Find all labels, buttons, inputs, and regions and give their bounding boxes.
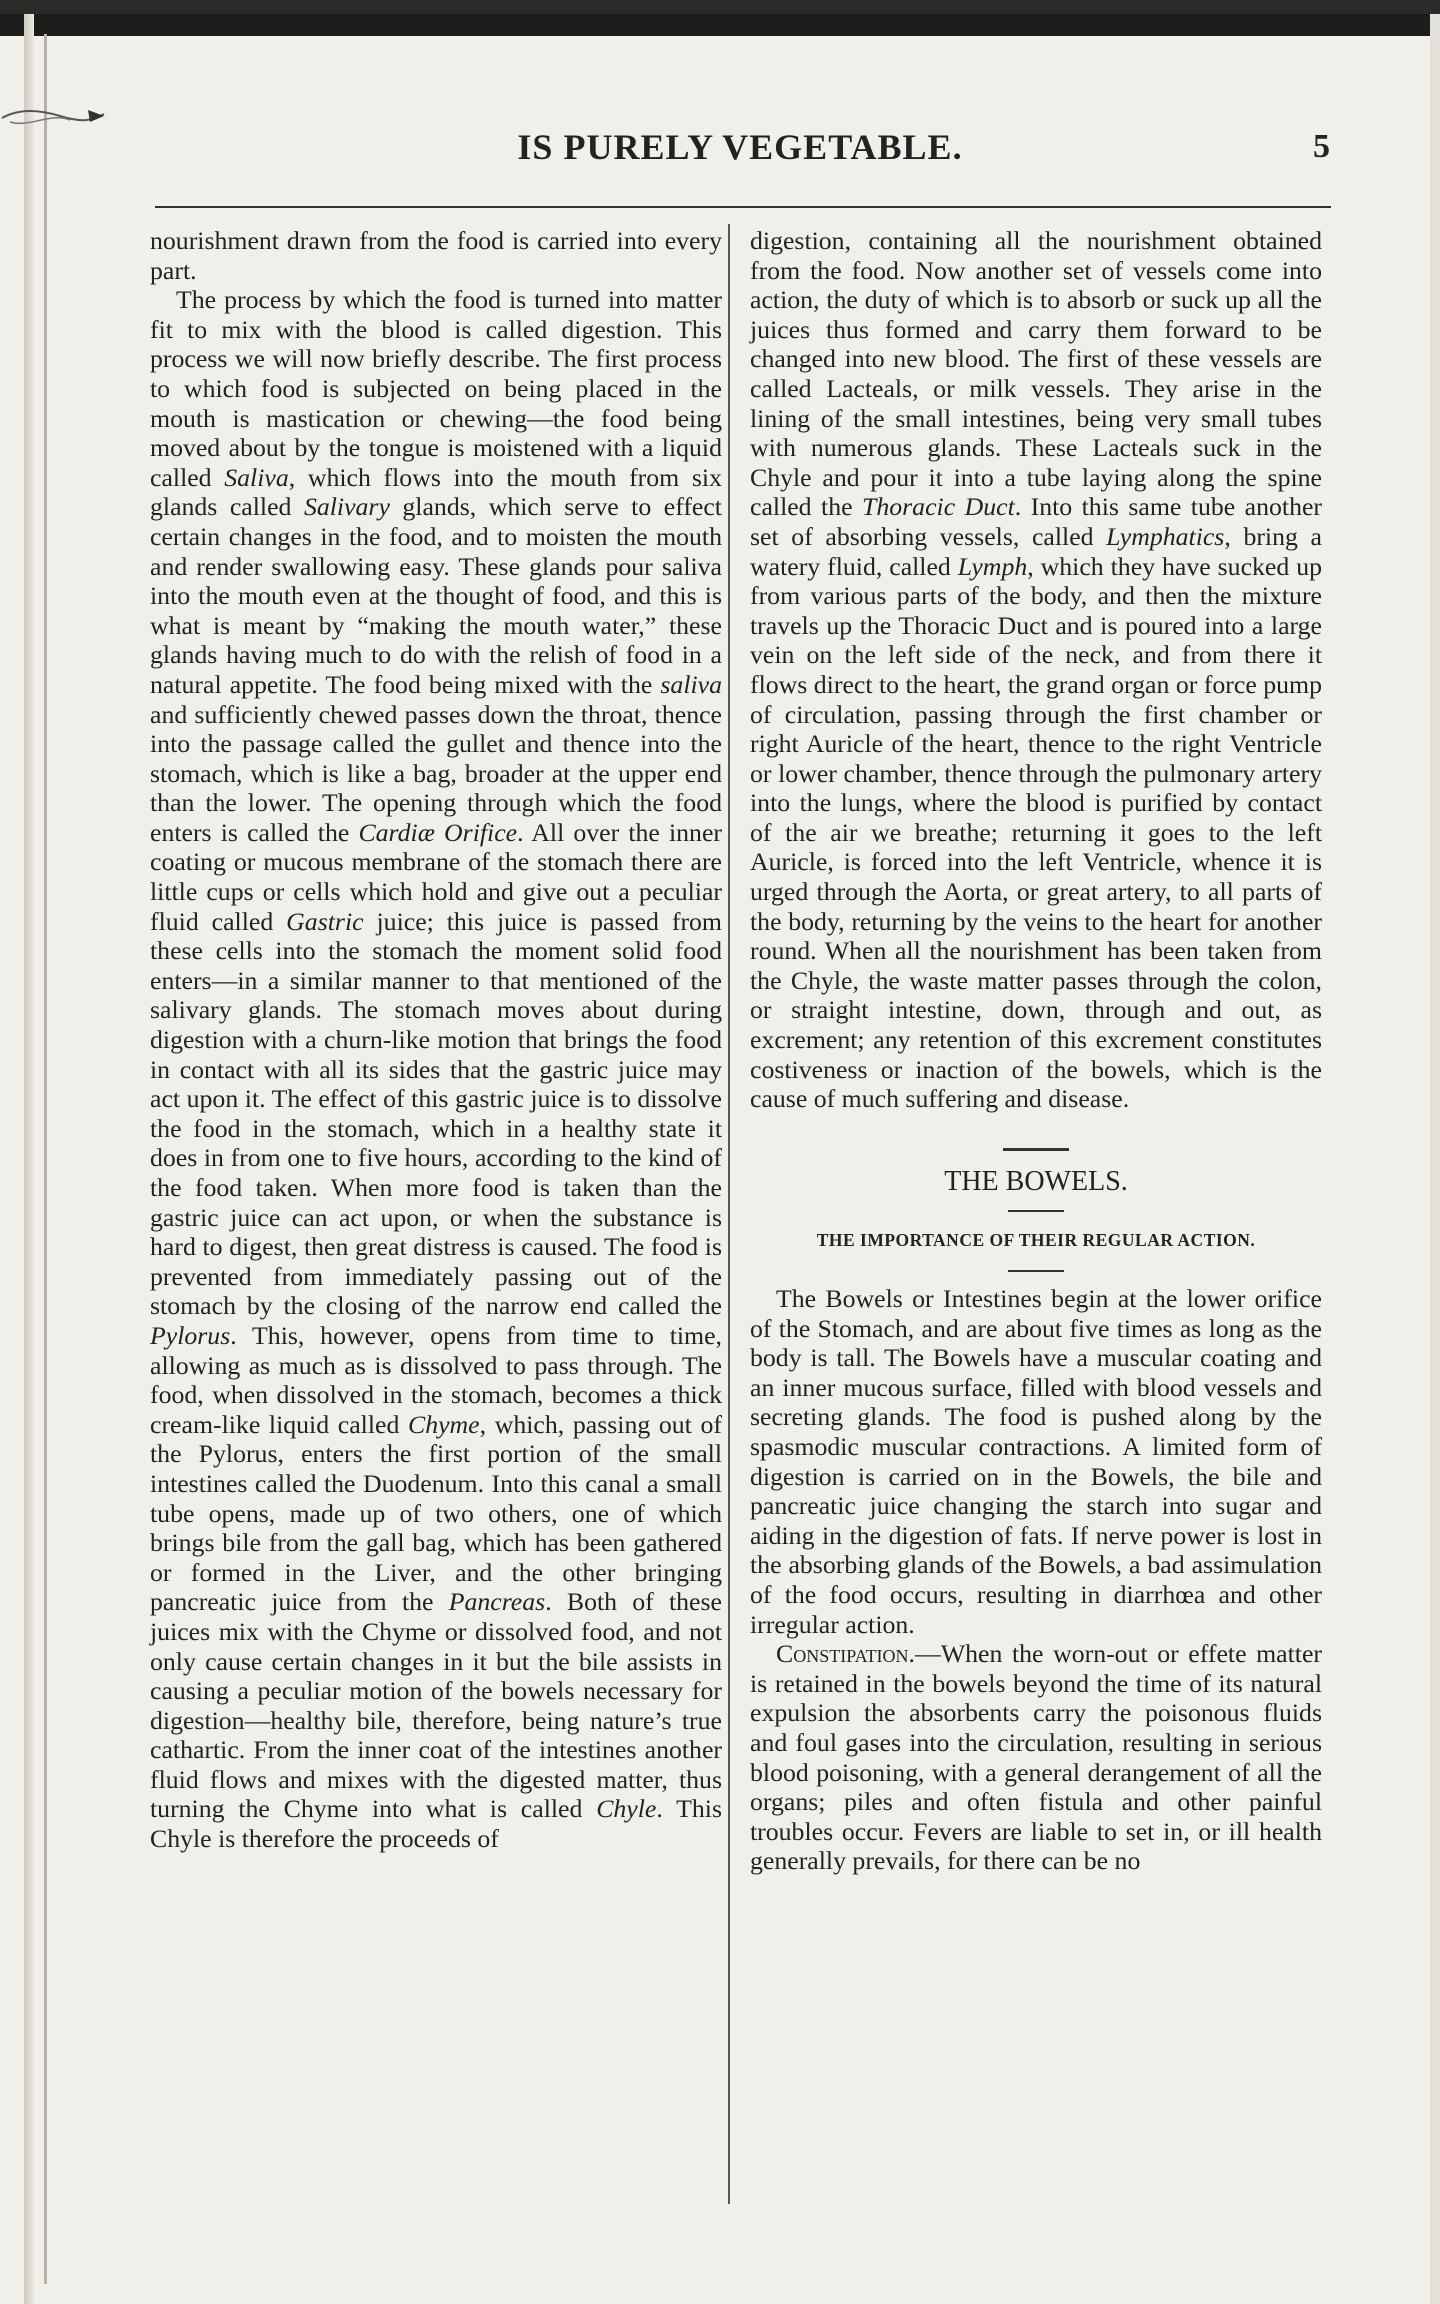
heading-rule [1008,1210,1064,1212]
italic-term: Gastric [286,906,364,936]
paragraph: digestion, containing all the nourishment obtained from the food. Now another set of vessels come into action, the duty of which is to absorb or suck up all the juices thus formed and carry them forward to be changed into new blood. The first of these vessels are called Lacteals, or milk vessels. They arise in the lining of the small intestines, being very small tubes with numerous glands. These Lacteals suck in the Chyle and pour it into a tube laying along the spine called the Thoracic Duct. Into this same tube another set of absorbing vessels, called Lymphatics, bring a watery fluid, called Lymph, which they have sucked up from various parts of the body, and then the mixture travels up the Thoracic Duct and is poured into a large vein on the left side of the neck, and from there it flows direct to the heart, the grand organ or force pump of circulation, passing through the first chamber or right Auricle of the heart, thence to the right Ventricle or lower chamber, thence through the pulmonary artery into the lungs, where the blood is purified by contact of the air we breathe; returning it goes to the left Auricle, is forced into the left Ventricle, whence it is urged through the Aorta, or great artery, to all parts of the body, returning by the veins to the heart for another round. When all the nourishment has been taken from the Chyle, the waste matter passes through the colon, or straight intestine, down, through and out, as excrement; any retention of this excrement constitutes costiveness or inaction of the bowels, which is the cause of much suffering and disease. [750,226,1323,1114]
running-title: IS PURELY VEGETABLE. [517,127,963,167]
italic-term: Saliva [224,462,289,492]
italic-term: Chyle [596,1794,657,1824]
run-in-heading: Constipation. [776,1639,916,1669]
italic-term: Chyme [407,1409,480,1439]
section-heading: THE BOWELS. [944,1165,1128,1197]
italic-term: Lymph [957,551,1028,581]
section-subheading: THE IMPORTANCE OF THEIR REGULAR ACTION. [816,1230,1256,1251]
page-number: 5 [1313,128,1330,165]
paragraph: Constipation.—When the worn-out or effete matter is retained in the bowels beyond the time of its natural expulsion the absorbents carry the poisonous fluids and foul gases into the circulation, resulting in serious blood poisoning, with a general derangement of all the organs; piles and often fistula and other painful troubles occur. Fevers are liable to set in, or ill health generally prevails, for there can be no [750,1639,1322,1876]
italic-term: Pancreas [448,1587,546,1617]
paragraph: The Bowels or Intestines begin at the lower orifice of the Stomach, and are about five times as long as the body is tall. The Bowels have a muscular coating and an inner mucous surface, filled with blood vessels and secreting glands. The food is pushed along by the spasmodic muscular contractions. A limited form of digestion is carried on in the Bowels, the bile and pancreatic juice changing the starch into sugar and aiding in the digestion of fats. If nerve power is lost in the absorbing glands of the Bowels, a bad assimulation of the food occurs, resulting in diarrhœa and other irregular action. [750,1284,1322,1639]
italic-term: saliva [660,669,722,699]
binding-line [44,34,47,2284]
section-rule [1003,1148,1069,1151]
italic-term: Cardiæ Orifice [358,817,518,847]
right-column-top [750,226,1322,1114]
right-column [750,226,1322,1876]
paragraph: nourishment drawn from the food is carried into every part. [150,226,722,285]
italic-term: Salivary [303,492,390,522]
left-column [150,226,722,1854]
book-page [0,14,1440,2304]
italic-term: Pylorus [150,1320,231,1350]
header-rule [155,206,1331,208]
binding-shadow [24,14,34,2304]
ink-flourish-icon [0,102,110,132]
italic-term: Lymphatics [1106,521,1225,551]
running-head [150,126,1330,186]
page-edge [1430,14,1440,2304]
italic-term: Thoracic Duct [862,492,1015,522]
right-column-bottom [750,1284,1322,1876]
column-divider [728,224,730,2204]
paragraph: The process by which the food is turned into matter fit to mix with the blood is called digestion. This process we will now briefly describe. The first process to which food is subjected on being placed in the mouth is mastication or chewing—the food being moved about by the tongue is moistened with a liquid called Saliva, which flows into the mouth from six glands called Salivary glands, which serve to effect certain changes in the food, and to moisten the mouth and render swallowing easy. These glands pour saliva into the mouth even at the thought of food, and this is what is meant by “making the mouth water,” these glands having much to do with the relish of food in a natural appetite. The food being mixed with the saliva and sufficiently chewed passes down the throat, thence into the passage called the gullet and thence into the stomach, which is like a bag, broader at the upper end than the lower. The opening through which the food enters is called the Cardiæ Orifice. All over the inner coating or mucous membrane of the stomach there are little cups or cells which hold and give out a peculiar fluid called Gastric juice; this juice is passed from these cells into the stomach the moment solid food enters—in a similar manner to that mentioned of the salivary glands. The stomach moves about during digestion with a churn-like motion that brings the food in contact with all its sides that the gastric juice may act upon it. The effect of this gastric juice is to dissolve the food in the stomach, which in a healthy state it does in from one to five hours, according to the kind of the food taken. When more food is taken than the gastric juice can act upon, or when the substance is hard to digest, then great distress is caused. The food is prevented from immediately passing out of the stomach by the closing of the narrow end called the Pylorus. This, however, opens from time to time, allowing as much as is dissolved to pass through. The food, when dissolved in the stomach, becomes a thick cream-like liquid called Chyme, which, passing out of the Pylorus, enters the first portion of the small intestines called the Duodenum. Into this canal a small tube opens, made up of two others, one of which brings bile from the gall bag, which has been gathered or formed in the Liver, and the other bringing pancreatic juice from the Pancreas. Both of these juices mix with the Chyme or dissolved food, and not only cause certain changes in it but the bile assists in causing a peculiar motion of the bowels necessary for digestion—healthy bile, therefore, being nature’s true cathartic. From the inner coat of the intestines another fluid flows and mixes with the digested matter, thus turning the Chyme into what is called Chyle. This Chyle is therefore the proceeds of [150,285,722,1854]
scan-top-border [0,14,1440,36]
